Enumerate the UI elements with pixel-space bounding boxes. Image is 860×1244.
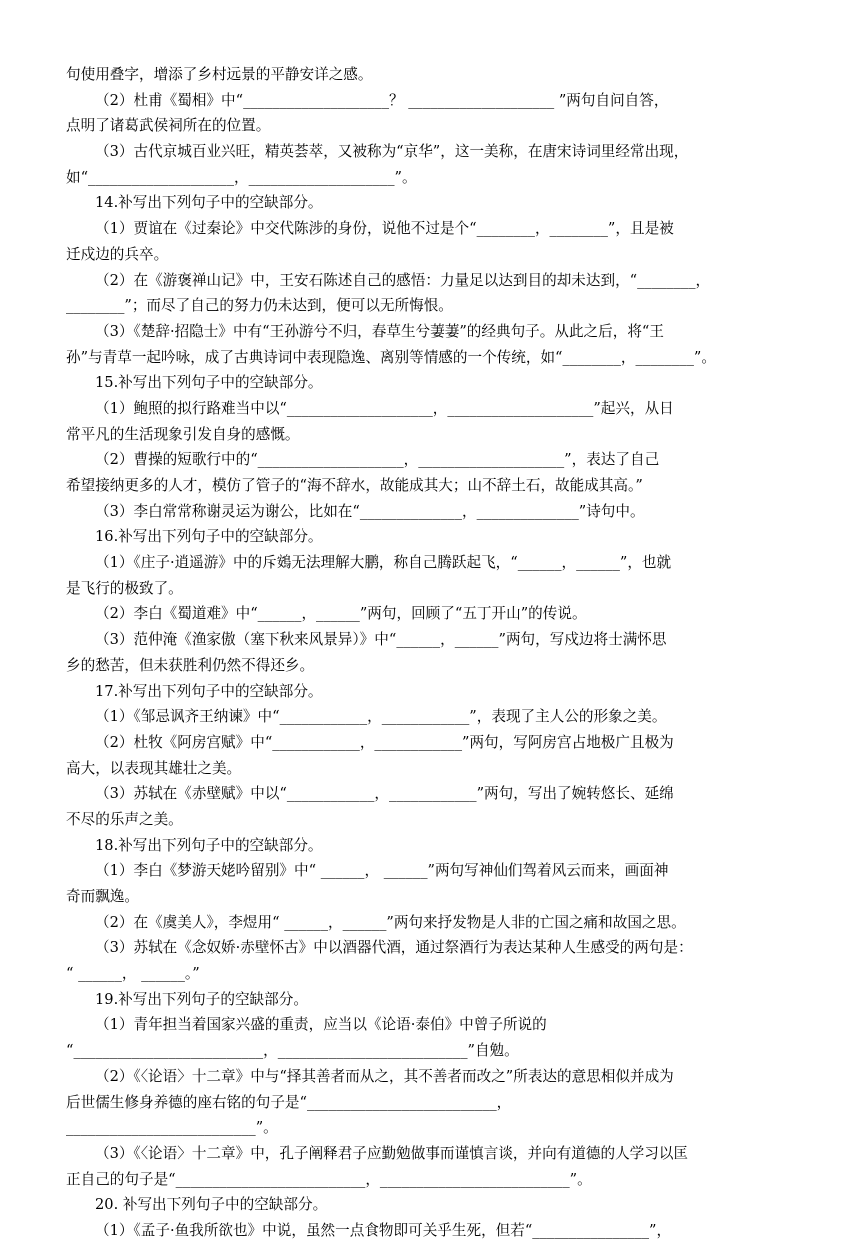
- text-line: （2）李白《蜀道难》中“______，______”两句，回顾了“五丁开山”的传说。: [95, 605, 587, 623]
- text-line: （1）《孟子·鱼我所欲也》中说，虽然一点食物即可关乎生死，但若“________________”，: [95, 1221, 672, 1239]
- text-line: __________________________”。: [66, 1119, 278, 1137]
- text-line: （3）苏轼在《赤壁赋》中以“____________，____________”两句，写出了婉转悠长、延绵: [95, 785, 674, 803]
- text-line: （3）《〈论语〉十二章》中，孔子阐释君子应勤勉做事而谨慎言谈，并向有道德的人学习以匡: [95, 1144, 689, 1162]
- text-line: （3）古代京城百业兴旺，精英荟萃，又被称为“京华”，这一美称，在唐宋诗词里经常出现，: [95, 143, 689, 161]
- text-line: 乡的愁苦，但未获胜利仍然不得还乡。: [66, 656, 315, 674]
- text-line: “__________________________，__________________________”自勉。: [66, 1042, 519, 1060]
- text-line: 迁戍边的兵卒。: [66, 245, 169, 263]
- text-line: 句使用叠字，增添了乡村远景的平静安详之感。: [66, 66, 373, 83]
- document-page: [66, 62, 796, 1244]
- text-line: （2）在《游褒禅山记》中，王安石陈述自己的感悟：力量足以达到目的却未达到，“________，: [95, 271, 711, 289]
- text-line: 高大，以表现其雄壮之美。: [66, 759, 242, 777]
- text-line: （1）《邹忌讽齐王纳谏》中“____________，____________”，表现了主人公的形象之美。: [95, 708, 667, 726]
- text-line: （1）鲍照的拟行路难当中以“____________________，____________________”起兴，从日: [95, 399, 674, 417]
- text-line: （3）苏轼在《念奴娇·赤壁怀古》中以酒器代酒，通过祭酒行为表达某种人生感受的两句是：: [95, 939, 693, 957]
- text-line: （2）杜牧《阿房宫赋》中“____________，____________”两句，写阿房宫占地极广且极为: [95, 733, 674, 751]
- text-line: 常平凡的生活现象引发自身的感慨。: [66, 425, 300, 443]
- text-line: 16.补写出下列句子中的空缺部分。: [95, 528, 323, 546]
- text-line: （2）《〈论语〉十二章》中与“择其善者而从之，其不善者而改之”所表达的意思相似并成为: [95, 1067, 674, 1085]
- text-line: （1）贾谊在《过秦论》中交代陈涉的身份，说他不过是个“________，________”，且是被: [95, 220, 674, 238]
- text-line: （1）青年担当着国家兴盛的重责，应当以《论语·泰伯》中曾子所说的: [95, 1016, 547, 1034]
- text-line: 点明了诸葛武侯祠所在的位置。: [66, 117, 271, 135]
- text-line: 20. 补写出下列句子中的空缺部分。: [95, 1196, 328, 1214]
- text-line: ________”；而尽了自己的努力仍未达到，便可以无所悔恨。: [66, 297, 453, 315]
- text-line: 14.补写出下列句子中的空缺部分。: [95, 194, 323, 212]
- text-line: “ ______， ______。”: [66, 965, 200, 983]
- text-line: 15.补写出下列句子中的空缺部分。: [95, 374, 323, 392]
- text-line: 奇而飘逸。: [66, 888, 139, 905]
- text-line: 正自己的句子是“__________________________，__________________________”。: [66, 1170, 592, 1188]
- text-line: 17.补写出下列句子中的空缺部分。: [95, 682, 323, 700]
- text-line: （1）李白《梦游天姥吟留别》中“ ______， ______”两句写神仙们驾着风云而来，画面神: [95, 862, 669, 880]
- text-line: 是飞行的极致了。: [66, 579, 183, 597]
- text-line: （2）曹操的短歌行中的“____________________，____________________”，表达了自己: [95, 451, 660, 469]
- text-line: 如“____________________，____________________”。: [66, 168, 417, 186]
- text-line: 孙”与青草一起吟咏，成了古典诗词中表现隐逸、离别等情感的一个传统，如“________，________”。: [66, 348, 716, 366]
- text-line: （1）《庄子·逍遥游》中的斥鴳无法理解大鹏，称自己腾跃起飞，“______，______”，也就: [95, 554, 672, 572]
- text-line: 19.补写出下列句子的空缺部分。: [95, 990, 308, 1008]
- text-line: （3）范仲淹《渔家傲（塞下秋来风景异）》中“______，______”两句，写戍边将士满怀思: [95, 631, 667, 649]
- text-line: （3）李白常常称谢灵运为谢公，比如在“______________，______________”诗句中。: [95, 502, 645, 520]
- text-line: （2）在《虞美人》，李煜用“ ______，______”两句来抒发物是人非的亡国之痛和故国之思。: [95, 913, 686, 931]
- text-line: （2）杜甫《蜀相》中“____________________？ ____________________ ”两句自问自答，: [95, 91, 669, 109]
- text-line: 18.补写出下列句子中的空缺部分。: [95, 836, 323, 854]
- text-line: （3）《楚辞·招隐士》中有“王孙游兮不归，春草生兮萋萋”的经典句子。从此之后，将“王: [95, 322, 664, 340]
- text-line: 后世儒生修身养德的座右铭的句子是“__________________________，: [66, 1093, 512, 1111]
- text-line: 不尽的乐声之美。: [66, 810, 183, 828]
- text-line: 希望接纳更多的人才，模仿了管子的“海不辞水，故能成其大；山不辞土石，故能成其高。”: [66, 477, 643, 494]
